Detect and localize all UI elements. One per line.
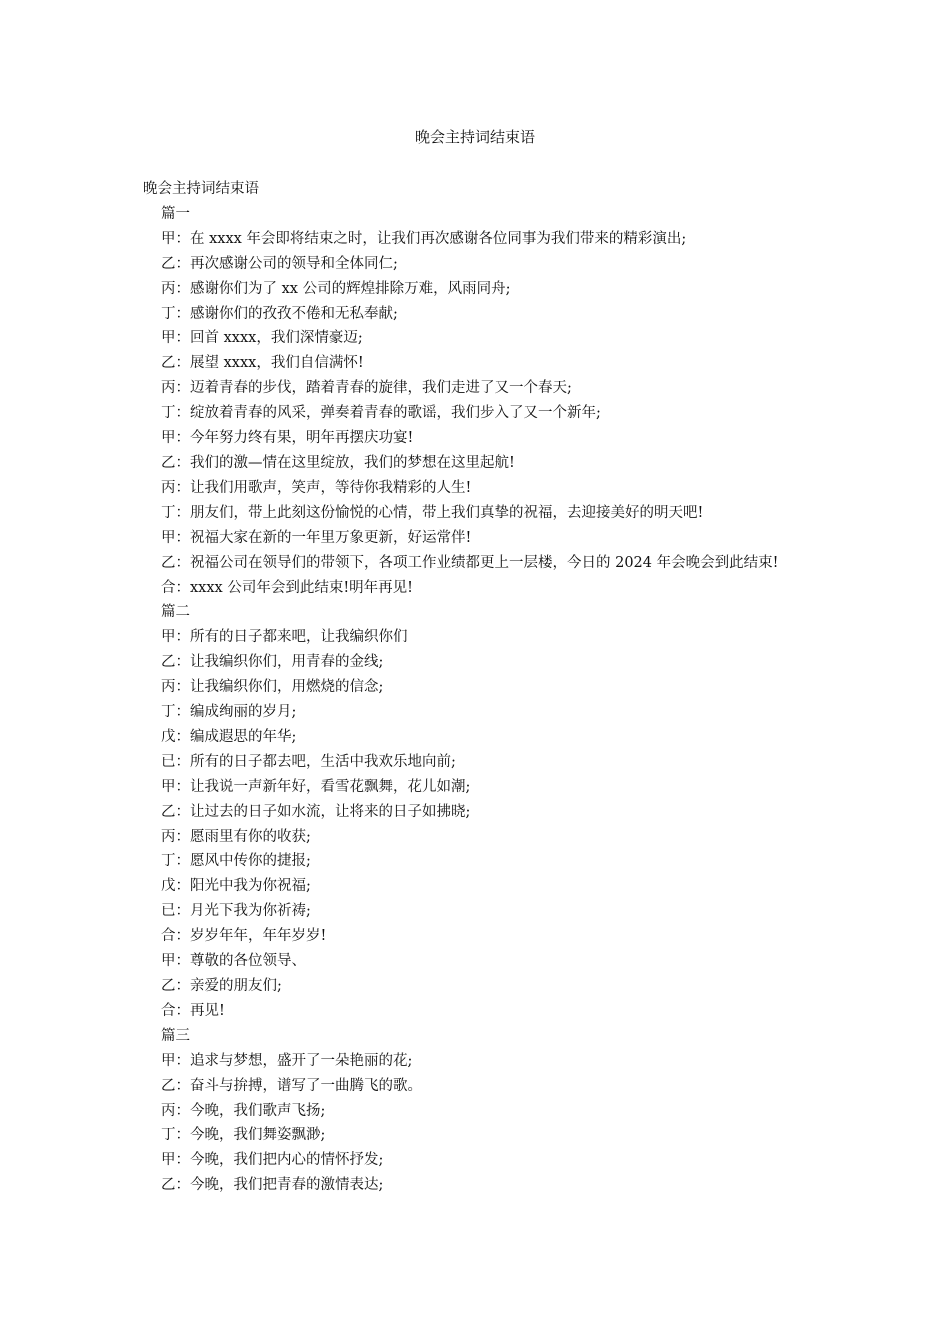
body-line: 甲：让我说一声新年好，看雪花飘舞，花儿如潮; [161,778,471,795]
subtitle: 晚会主持词结束语 [143,181,259,197]
body-line: 丁：朋友们，带上此刻这份愉悦的心情，带上我们真挚的祝福，去迎接美好的明天吧! [161,504,704,521]
body-line: 甲：尊敬的各位领导、 [161,953,306,970]
body-line: 丙：让我们用歌声，笑声，等待你我精彩的人生! [161,479,472,496]
body-line: 甲：今年努力终有果，明年再摆庆功宴! [161,430,414,447]
body-line: 乙：今晚，我们把青春的激情表达; [161,1177,384,1194]
section-heading: 篇三 [161,1027,190,1044]
body-line: 乙：再次感谢公司的领导和全体同仁; [161,255,398,272]
body-line: 乙：亲爱的朋友们; [161,978,282,994]
body-line: 甲：追求与梦想，盛开了一朵艳丽的花; [161,1052,413,1069]
body-line: 丁：感谢你们的孜孜不倦和无私奉献; [161,305,398,322]
body-line: 合：岁岁年年，年年岁岁! [161,928,327,945]
body-line: 已：月光下我为你祈祷; [161,903,311,920]
body-line: 丙：今晚，我们歌声飞扬; [161,1102,326,1119]
body-line: 甲：今晚，我们把内心的情怀抒发; [161,1152,384,1169]
body-line: 戊：阳光中我为你祝福; [161,878,311,895]
body-line: 乙：祝福公司在领导们的带领下，各项工作业绩都更上一层楼，今日的 2024 年会晚会到此结束! [161,554,779,571]
body-line: 丁：愿风中传你的捷报; [161,853,311,870]
body-line: 丁：编成绚丽的岁月; [161,704,297,721]
body-line: 丁：绽放着青春的风采，弹奏着青春的歌谣，我们步入了又一个新年; [161,405,601,422]
body-line: 甲：回首 xxxx，我们深情豪迈; [161,330,363,347]
body-line: 乙：我们的激—情在这里绽放，我们的梦想在这里起航! [161,454,515,471]
body-line: 戊：编成遐思的年华; [161,728,297,745]
document-title: 晚会主持词结束语 [414,128,535,146]
body-line: 甲：在 xxxx 年会即将结束之时，让我们再次感谢各位同事为我们带来的精彩演出; [161,230,687,247]
body-line: 乙：让我编织你们，用青春的金线; [161,654,384,671]
body-line: 丙：让我编织你们，用燃烧的信念; [161,679,384,696]
section-heading: 篇一 [161,205,190,222]
body-line: 已：所有的日子都去吧，生活中我欢乐地向前; [161,753,456,770]
body-line: 合：xxxx 公司年会到此结束!明年再见! [161,579,413,596]
body-line: 丁：今晚，我们舞姿飘渺; [161,1127,326,1144]
body-line: 丙：迈着青春的步伐，踏着青春的旋律，我们走进了又一个春天; [161,380,572,397]
body-line: 丙：愿雨里有你的收获; [161,828,311,845]
body-line: 乙：奋斗与拚搏，谱写了一曲腾飞的歌。 [161,1077,422,1094]
section-heading: 篇二 [161,604,190,621]
body-line: 甲：所有的日子都来吧，让我编织你们 [161,629,408,646]
body-line: 乙：让过去的日子如水流，让将来的日子如拂晓; [161,803,471,820]
body-line: 合：再见! [161,1002,225,1019]
body-line: 乙：展望 xxxx，我们自信满怀! [161,355,364,372]
document-body [143,177,808,1198]
body-line: 甲：祝福大家在新的一年里万象更新，好运常伴! [161,529,472,546]
body-line: 丙：感谢你们为了 xx 公司的辉煌排除万难，风雨同舟; [161,280,511,297]
